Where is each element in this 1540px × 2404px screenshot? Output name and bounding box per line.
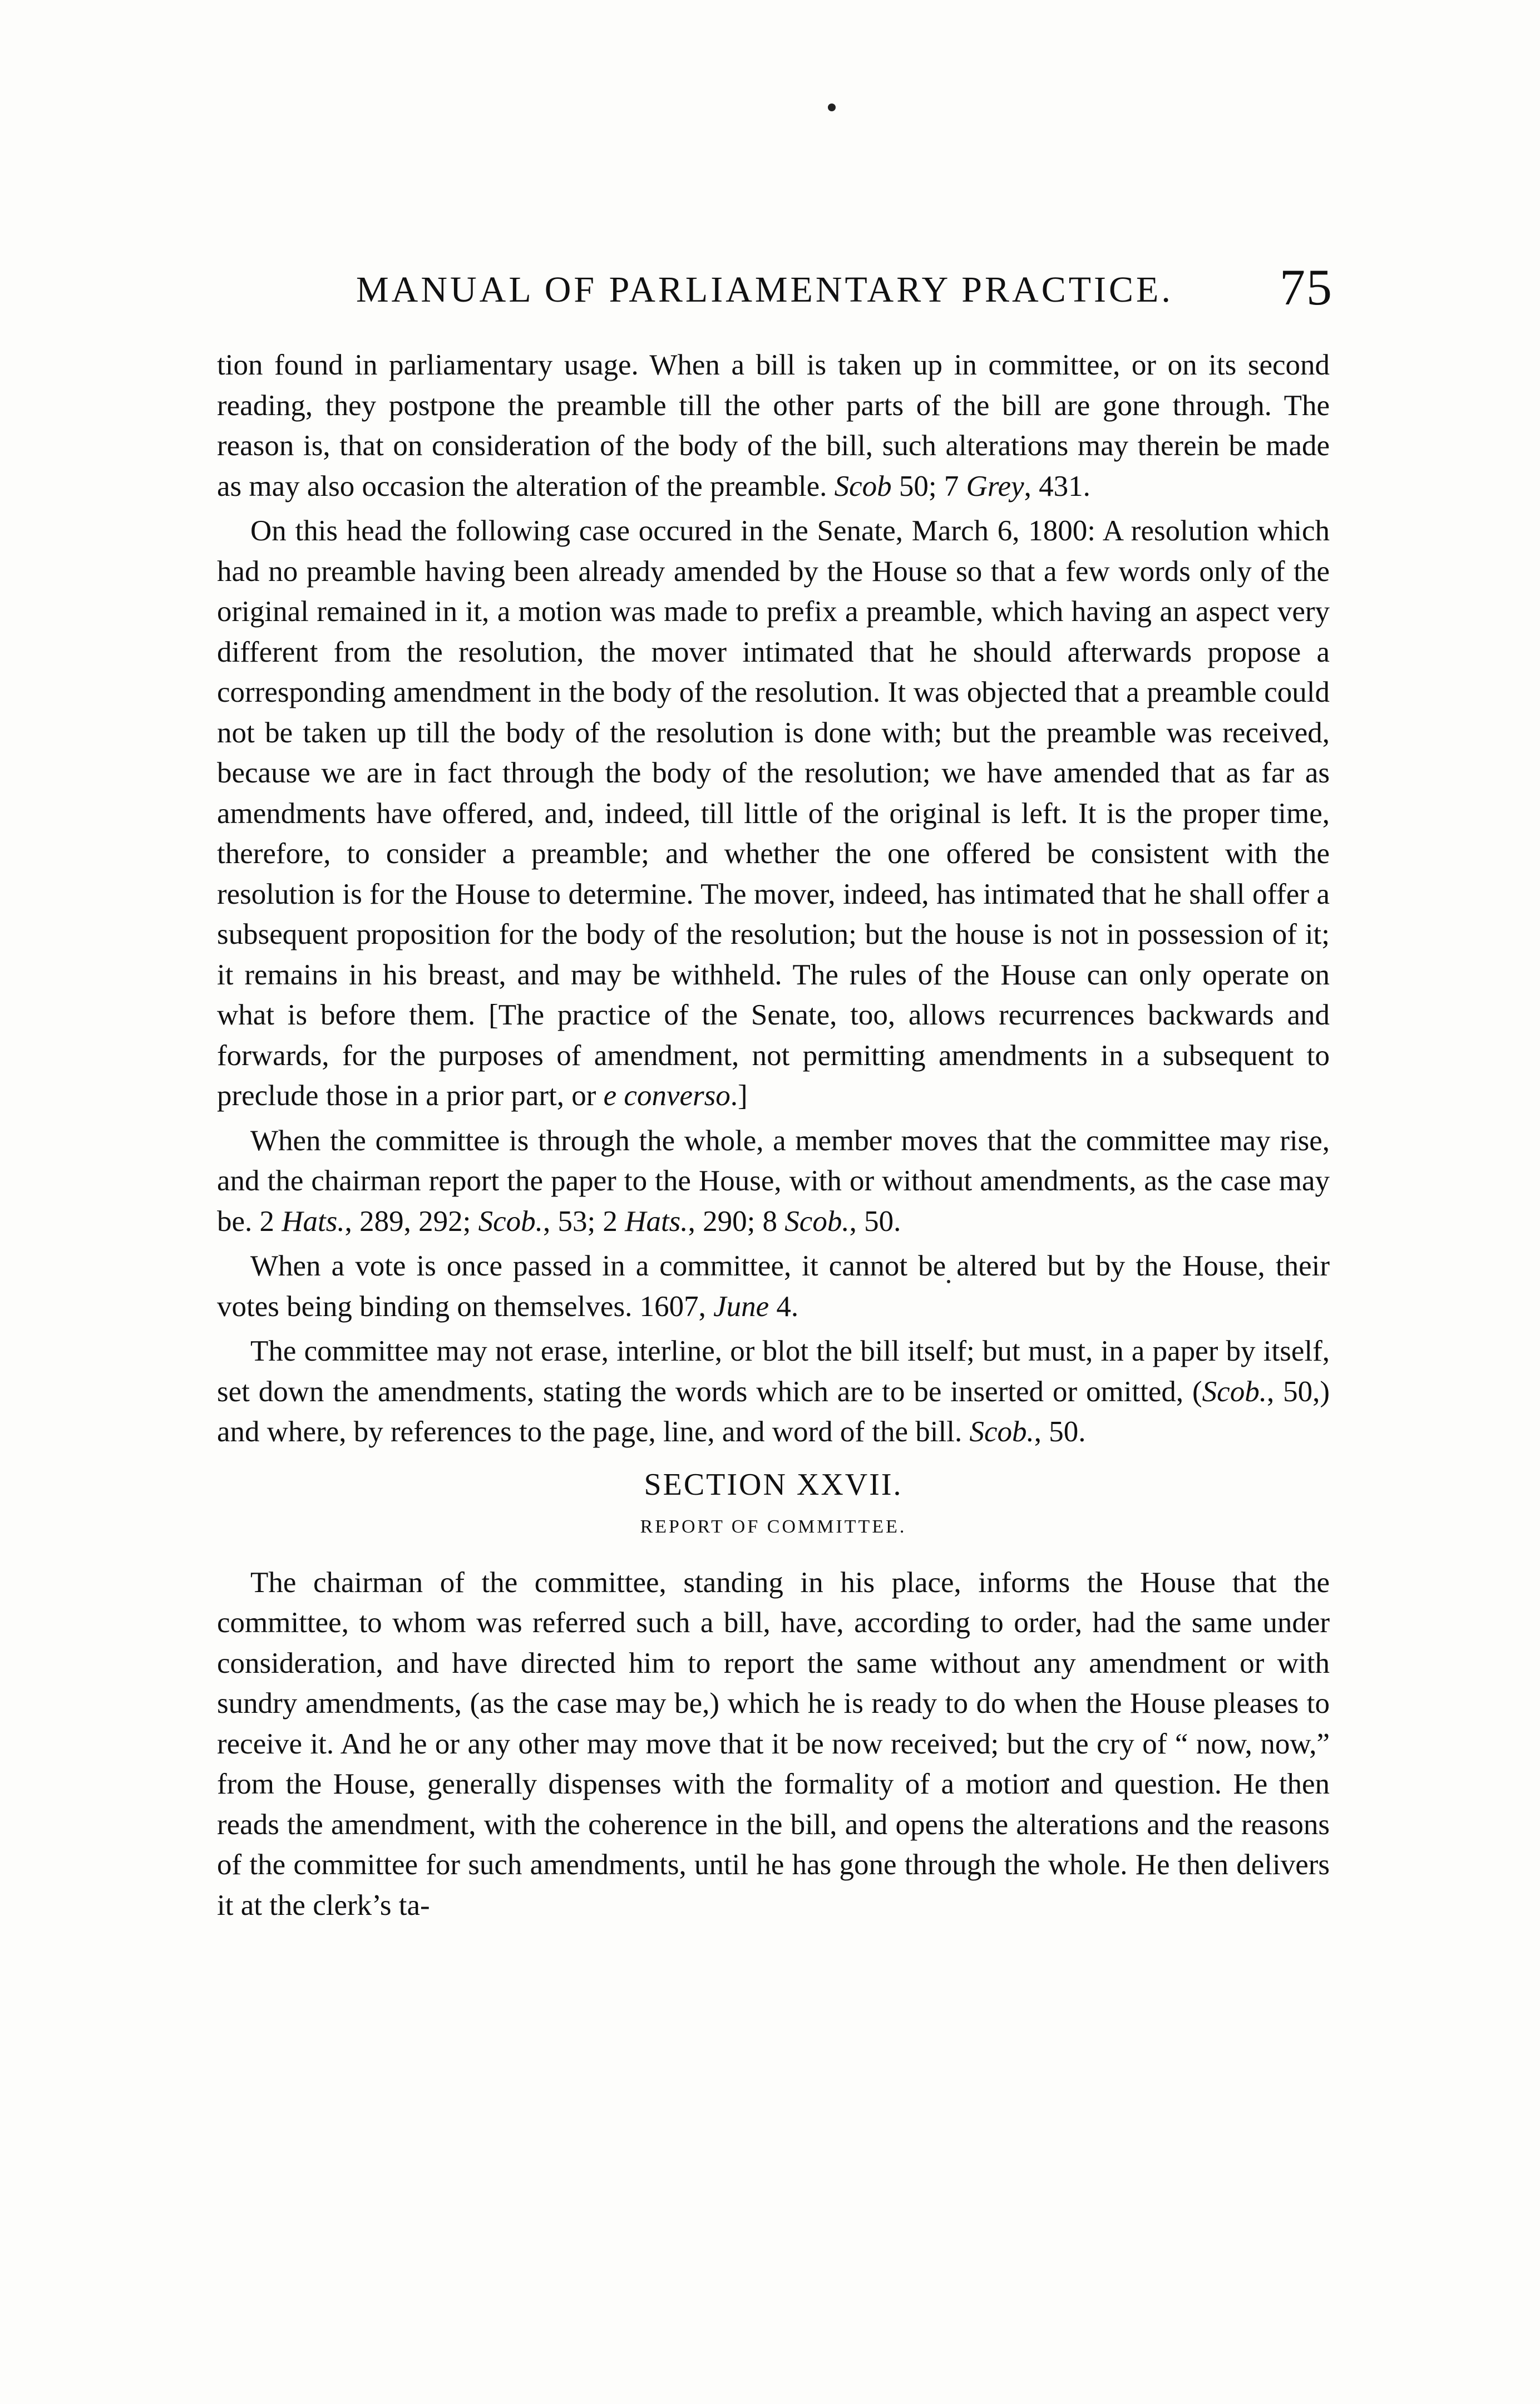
citation-text: Scob. (969, 1416, 1034, 1448)
citation-text: Scob. (478, 1205, 543, 1238)
paragraph-text: , 431. (1024, 470, 1090, 503)
paragraph-text: When a vote is once passed in a committee, it cannot be altered but by the House, their votes being binding on themselves. 1607, (217, 1250, 1330, 1323)
citation-text: Scob. (1202, 1375, 1267, 1408)
running-title: MANUAL OF PARLIAMENTARY PRACTICE. (356, 269, 1173, 310)
paragraph-text: , 290; 8 (688, 1205, 785, 1238)
paragraph-text: On this head the following case occured in the Senate, March 6, 1800: A resolution which had no preamble having been already amended by the House so that a few words only of the original remained in it, a motion was made to prefix a preamble, which having an aspect very different from the resolution, the mover intimated that he should afterwards propose a corresponding amendment in the body of the resolution. It was objected that a preamble could not be taken up till the body of the resolution is done with; but the preamble was received, because we are in fact through the body of the resolution; we have amended that as far as amendments have offered, and, indeed, till little of the original is left. It is the proper time, therefore, to consider a preamble; and whether the one offered be consistent with the resolution is for the House to determine. The mover, indeed, has intimated that he shall offer a subsequent proposition for the body of the resolution; but the house is not in possession of it; it remains in his breast, and may be withheld. The rules of the House can only operate on what is before them. [The practice of the Senate, too, allows recurrences backwards and forwards, for the purposes of amendment, not permitting amendments in a subsequent to preclude those in a prior part, or (217, 515, 1330, 1112)
citation-text: Scob (834, 470, 892, 503)
paragraph-text: 4. (769, 1290, 799, 1323)
paragraph-text: tion found in parliamentary usage. When a bill is taken up in committee, or on its second reading, they postpone the preamble till the other parts of the bill are gone through. The reason is, that on consideration of the body of the bill, such alterations may therein be made as may also occasion the alteration of the preamble. (217, 349, 1330, 503)
paragraph-text: .] (730, 1080, 748, 1112)
paragraph-text: The chairman of the committee, standing in his place, informs the House that the committee, to whom was referred such a bill, have, according to order, had the same under consideration, and have directed him to report the same without any amendment or with sundry amendments, (as the case may be,) which he is ready to do when the House pleases to receive it. And he or any other may move that it be now received; but the cry of “ now, now,” from the House, generally dispenses with the formality of a motion and question. He then reads the amendment, with the coherence in the bill, and opens the alterations and the reasons of the committee for such amendments, until he has gone through the whole. He then delivers it at the clerk’s ta- (217, 1566, 1330, 1922)
paragraph (217, 1246, 1330, 1327)
paragraph-text: , 289, 292; (344, 1205, 478, 1238)
citation-text: Hats. (625, 1205, 688, 1238)
paragraphs-section (217, 1563, 1330, 1926)
citation-text: June (713, 1290, 769, 1323)
citation-text: e converso (603, 1080, 730, 1112)
section-heading: SECTION XXVII. (644, 1467, 903, 1502)
paragraph (217, 511, 1330, 1116)
ink-speck (828, 104, 836, 111)
paragraph (217, 1121, 1330, 1242)
paragraph (217, 345, 1330, 506)
paragraph-text: , 50. (849, 1205, 901, 1238)
paragraph-text: 50; 7 (891, 470, 966, 503)
running-head (0, 253, 1540, 314)
citation-text: Grey (966, 470, 1024, 503)
paragraph-text: When the committee is through the whole, a member moves that the committee may rise, and the chairman report the paper to the House, with or without amendments, as the case may be. 2 (217, 1124, 1330, 1238)
paragraph (217, 1331, 1330, 1452)
citation-text: Hats. (282, 1205, 345, 1238)
paragraph (217, 1563, 1330, 1926)
section-subheading: REPORT OF COMMITTEE. (640, 1516, 907, 1537)
paragraph-text: The committee may not erase, interline, or blot the bill itself; but must, in a paper by itself, set down the amendments, stating the words which are to be inserted or omitted, ( (217, 1335, 1330, 1408)
citation-text: Scob. (784, 1205, 850, 1238)
paragraphs-main (217, 345, 1330, 1452)
paragraph-text: , 53; 2 (542, 1205, 625, 1238)
page-number: 75 (1280, 259, 1333, 316)
paragraph-text: , 50. (1034, 1416, 1086, 1448)
body-text (217, 345, 1330, 1930)
paragraph-text: , 50,) and where, by references to the page, line, and word of the bill. (217, 1375, 1330, 1448)
